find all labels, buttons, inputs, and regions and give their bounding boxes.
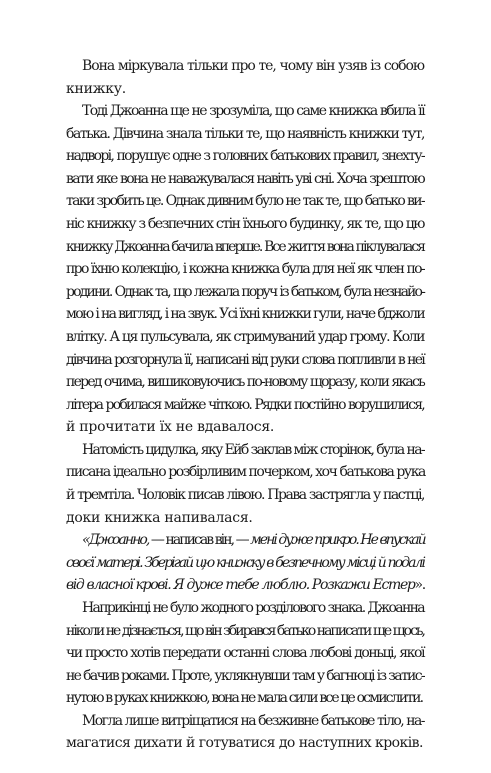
text-line: доки книжка напивалася. xyxy=(66,509,253,526)
text-line: магатися дихати й готуватися до наступних кроків. xyxy=(66,735,423,752)
text-line: літера робилася майже чіткою. Рядки постійно ворушилися, xyxy=(66,396,424,413)
text-line: таки зробить це. Однак дивним було не так те, що батько ви- xyxy=(66,193,424,210)
text-line: батька. Дівчина знала тільки те, що наявність книжки тут, xyxy=(66,125,424,142)
text-line: писана ідеально розбірливим почерком, хоч батькова рука xyxy=(66,464,425,481)
text-line xyxy=(66,552,424,575)
text-line: вати яке вона не наважувалася навіть уві сні. Хоча зрештою xyxy=(66,170,424,187)
text-line: книжку Джоанна бачила вперше. Все життя вона піклувалася xyxy=(66,238,424,255)
text-line: Наприкінці не було жодного розділового знака. Джоанна xyxy=(82,599,424,616)
text-line: мою і на вигляд, і на звук. Усі їхні книжки гули, наче бджоли xyxy=(66,306,424,323)
text-line: Тоді Джоанна ще не зрозуміла, що саме книжка вбила її xyxy=(82,103,424,120)
text-line: книжку. xyxy=(66,80,126,97)
quote-text: мені дуже прикро. Не впускай xyxy=(250,532,425,549)
text-line: ніс книжку з безпечних стін їхнього будинку, як те, що цю xyxy=(66,216,424,233)
text-line: влітку. А ця пульсувала, як стримуваний удар грому. Коли xyxy=(66,328,424,345)
narration-text: — написав він, — xyxy=(148,532,251,549)
text-line: надворі, порушує одне з головних батькових правил, знехту- xyxy=(66,148,424,165)
quote-text: своєї матері. Зберігай цю книжку в безпечному місці й подалі xyxy=(66,554,424,571)
text-line xyxy=(66,529,424,552)
text-line: ніколи не дізнається, що він збирався батько написати ще щось, xyxy=(66,622,424,639)
text-line: нутою в руках книжкою, вона не мала сили все це осмислити. xyxy=(66,690,423,707)
text-line: чи просто хотів передати останні слова любові доньці, якої xyxy=(66,645,424,662)
narration-text: ». xyxy=(414,577,425,594)
text-line: Натомість цидулка, яку Ейб заклав між сторінок, була на- xyxy=(82,441,424,458)
quote-text: від власної крові. Я дуже тебе люблю. Розкажи Естер xyxy=(66,577,415,594)
text-line: про їхню колекцію, і кожна книжка була для неї як член по- xyxy=(66,261,424,278)
quote-text: «Джоанно, xyxy=(82,532,149,549)
text-line xyxy=(66,574,424,597)
text-line: перед очима, вишиковуючись по-новому щоразу, коли якась xyxy=(66,374,424,391)
text-line: дівчина розгорнула її, написані від руки слова попливли в неї xyxy=(66,351,424,368)
text-line: й прочитати їх не вдавалося. xyxy=(66,419,275,436)
text-line: Вона міркувала тільки про те, чому він узяв із собою xyxy=(82,58,424,74)
text-line: родини. Однак та, що лежала поруч із батьком, була незнайо- xyxy=(66,283,424,300)
text-line: Могла лише витріщатися на безживне батькове тіло, на- xyxy=(82,712,424,729)
text-line: не бачив роками. Проте, уклякнувши там у багнюці із затис- xyxy=(66,667,424,684)
text-line: й тремтіла. Чоловік писав лівою. Права застрягла у пастці, xyxy=(66,487,424,504)
